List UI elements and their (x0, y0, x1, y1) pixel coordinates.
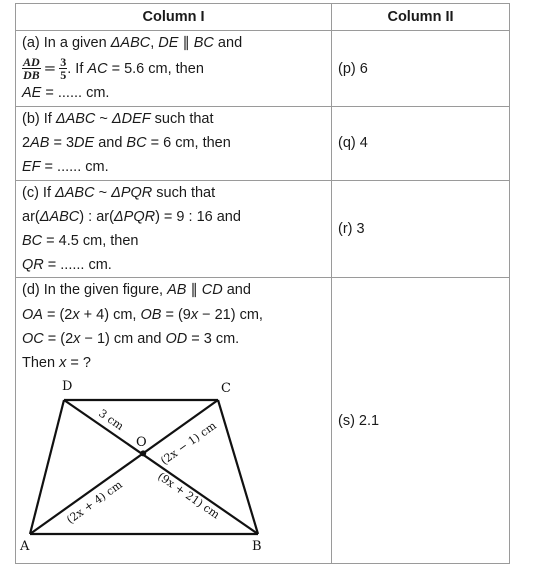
text: − 1) cm and (80, 330, 166, 347)
text: = 3 (49, 135, 75, 152)
equals-sign: = (43, 58, 57, 77)
line (22, 253, 325, 277)
text: = (2 (42, 306, 73, 323)
line (22, 229, 325, 253)
denominator: 5 (60, 68, 67, 83)
math: EF (22, 159, 41, 176)
trapezium-figure (12, 374, 272, 554)
side-bc (218, 400, 258, 534)
line (22, 107, 325, 131)
math: BC (126, 135, 147, 152)
text: = ? (66, 355, 91, 372)
math: DE (74, 135, 95, 152)
math: x (59, 355, 67, 372)
line (22, 205, 325, 229)
table-row (16, 107, 510, 181)
text: 2 (22, 135, 31, 152)
figure-lines (30, 400, 258, 534)
line (22, 131, 325, 155)
math: BC (22, 233, 43, 250)
math: OB (140, 306, 162, 323)
math: ΔABC (55, 184, 95, 201)
text: − 21) cm, (198, 306, 263, 323)
math: OC (22, 330, 44, 347)
math: ΔPQR (111, 184, 153, 201)
math: ΔABC (39, 208, 80, 225)
header-row (16, 4, 510, 31)
parallel-symbol: ∥ (186, 282, 202, 299)
text: ar( (22, 208, 40, 225)
oc-length-label: (2x − 1) cm (158, 419, 219, 468)
line (22, 351, 325, 375)
text: such that (150, 111, 214, 127)
text: = 3 cm. (187, 330, 240, 347)
table-row (16, 31, 510, 107)
numerator: 3 (60, 55, 67, 70)
math: BC (193, 35, 214, 52)
text: and (94, 135, 127, 152)
text: = ...... cm. (41, 85, 110, 102)
line (22, 181, 325, 205)
vertex-label-o: O (136, 435, 147, 450)
denominator: DB (23, 68, 40, 83)
vertex-label-c: C (221, 381, 231, 396)
math: x (73, 330, 81, 347)
text: (b) If (22, 111, 56, 127)
vertex-label-b: B (252, 539, 262, 554)
question-c (16, 180, 332, 278)
text: = 5.6 cm, then (107, 60, 204, 77)
math: ΔDEF (111, 111, 151, 127)
text: , (150, 35, 159, 52)
line (22, 155, 325, 179)
text: (a) In a given (22, 35, 111, 52)
text: (d) In the given figure, (22, 282, 168, 299)
od-length-label: 3 cm (96, 406, 126, 433)
ob-length-label: (9x + 21) cm (155, 469, 223, 522)
text: ) = 9 : 16 and (155, 208, 241, 225)
text: = (9 (161, 306, 191, 323)
math: QR (22, 257, 44, 274)
text: such that (152, 184, 216, 201)
text: (c) If (22, 184, 56, 201)
answer-p: (p) 6 (332, 31, 510, 107)
text: and (213, 35, 243, 52)
fraction-ad-db (22, 56, 41, 81)
math: DE (158, 35, 179, 52)
answer-s: (s) 2.1 (332, 278, 510, 564)
text: . If (67, 60, 88, 77)
math: ΔPQR (113, 208, 156, 225)
math: ΔABC (110, 35, 151, 52)
math: x (190, 306, 199, 323)
similar-symbol: ~ (95, 111, 112, 127)
math: OA (22, 306, 43, 323)
text: + 4) cm, (79, 306, 141, 323)
oa-length-label: (2x + 4) cm (64, 478, 125, 527)
line (22, 278, 325, 302)
line (22, 327, 325, 351)
column-i-header: Column I (16, 4, 332, 31)
column-ii-header: Column II (332, 4, 510, 31)
text: = 6 cm, then (146, 135, 231, 152)
text: = 4.5 cm, then (42, 233, 139, 250)
math: AB (167, 282, 187, 299)
question-b (16, 107, 332, 181)
text: and (222, 282, 251, 299)
parallel-symbol: ∥ (178, 35, 194, 52)
math: AB (30, 135, 50, 152)
text: = ...... cm. (40, 159, 109, 176)
similar-symbol: ~ (94, 184, 112, 201)
math: x (72, 306, 80, 323)
line (22, 81, 325, 105)
text: = (2 (43, 330, 74, 347)
text: = ...... cm. (43, 257, 112, 274)
answer-r: (r) 3 (332, 180, 510, 278)
text: ) : ar( (79, 208, 114, 225)
vertex-label-d: D (62, 379, 73, 394)
numerator: AD (23, 55, 40, 70)
question-a (16, 31, 332, 107)
table-row (16, 180, 510, 278)
math: OD (165, 330, 188, 347)
text: Then (22, 355, 60, 372)
diagonal-bd (64, 400, 258, 534)
math: AE (22, 85, 42, 102)
math: CD (201, 282, 223, 299)
line (22, 303, 325, 327)
math: AC (87, 60, 108, 77)
math: ΔABC (55, 111, 96, 127)
vertex-label-a: A (20, 539, 30, 554)
answer-q: (q) 4 (332, 107, 510, 181)
point-o (140, 450, 146, 456)
line (22, 56, 325, 82)
line (22, 31, 325, 55)
